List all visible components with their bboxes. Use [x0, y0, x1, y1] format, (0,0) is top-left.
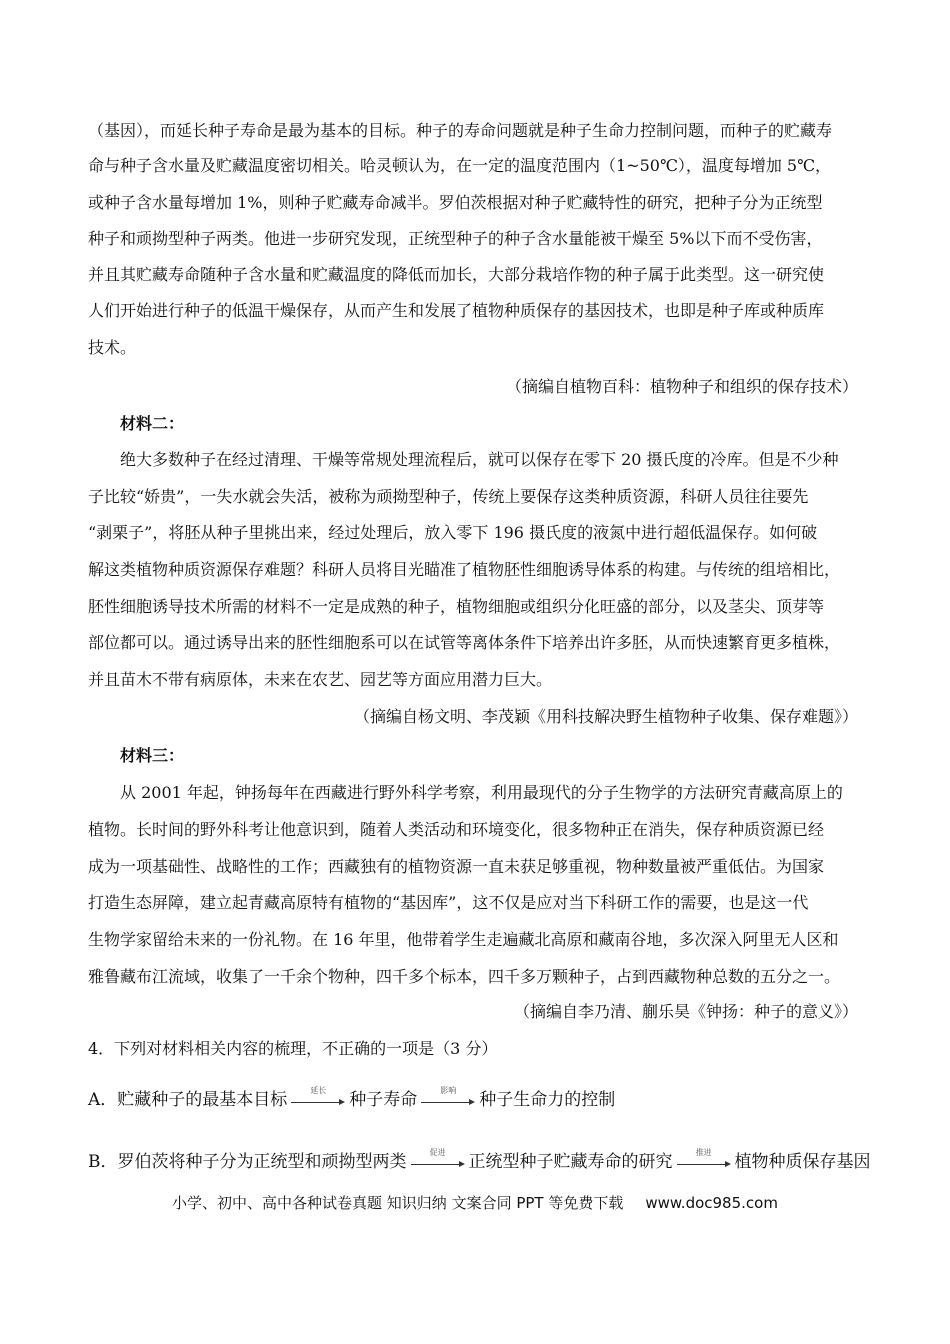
option-a: [88, 1085, 616, 1112]
option-a-arrow2-label: 影响: [440, 1085, 457, 1095]
material2-line-2: 子比较“娇贵”，一失水就会失活，被称为顽拗型种子，传统上要保存这类种质资源，科研人员往往要先: [88, 487, 809, 506]
paragraph1-line-7: 技术。: [88, 338, 137, 357]
paragraph1-source: （摘编自植物百科：植物种子和组织的保存技术）: [505, 377, 858, 396]
question-stem: 4．下列对材料相关内容的梳理，不正确的一项是（3 分）: [88, 1039, 498, 1058]
option-b-mid: 正统型种子贮藏寿命的研究: [468, 1152, 673, 1172]
arrow-right-icon: [409, 1147, 467, 1174]
material3-line-1: 从 2001 年起，钟扬每年在西藏进行野外科学考察，利用最现代的分子生物学的方法研究青藏高原上的: [120, 783, 843, 802]
material2-line-5: 胚性细胞诱导技术所需的材料不一定是成熟的种子，植物细胞或组织分化旺盛的部分，以及茎尖、顶芽等: [88, 597, 825, 616]
material2-line-6: 部位都可以。通过诱导出来的胚性细胞系可以在试管等离体条件下培养出许多胚，从而快速繁育更多植株，: [88, 633, 841, 652]
material2-line-1: 绝大多数种子在经过清理、干燥等常规处理流程后，就可以保存在零下 20 摄氏度的冷库。但是不少种: [120, 450, 839, 469]
option-a-label: A．贮藏种子的最基本目标: [88, 1090, 288, 1110]
arrow-right-icon: [289, 1085, 347, 1112]
material3-line-4: 打造生态屏障，建立起青藏高原特有植物的“基因库”，这不仅是应对当下科研工作的需要，也是这一代: [88, 893, 809, 912]
option-a-end: 种子生命力的控制: [479, 1090, 616, 1110]
material2-line-7: 并且苗木不带有病原体，未来在农艺、园艺等方面应用潜力巨大。: [88, 670, 553, 689]
option-b-end: 植物种质保存基因: [734, 1152, 871, 1172]
material2-heading: 材料二：: [120, 414, 185, 433]
page-footer: [0, 1192, 950, 1213]
option-b-arrow1-label: 促进: [429, 1147, 446, 1157]
paragraph1-line-2: 命与种子含水量及贮藏温度密切相关。哈灵顿认为，在一定的温度范围内（1~50℃），温度每增加 5℃，: [88, 156, 832, 175]
paragraph1-line-5: 并且其贮藏寿命随种子含水量和贮藏温度的降低而加长，大部分栽培作物的种子属于此类型。这一研究使: [88, 265, 825, 284]
material3-heading: 材料三：: [120, 746, 185, 765]
option-b-arrow2-label: 推进: [695, 1147, 712, 1157]
material2-line-4: 解这类植物种质资源保存难题？科研人员将目光瞄准了植物胚性细胞诱导体系的构建。与传统的组培相比，: [88, 560, 841, 579]
footer-text: 小学、初中、高中各种试卷真题 知识归纳 文案合同 PPT 等免费下载: [172, 1194, 624, 1212]
material2-line-3: “剥栗子”，将胚从种子里挑出来，经过处理后，放入零下 196 摄氏度的液氮中进行超低温保存。如何破: [88, 523, 818, 542]
material2-source: （摘编自杨文明、李茂颖《用科技解决野生植物种子收集、保存难题》）: [353, 707, 858, 726]
paragraph1-line-3: 或种子含水量每增加 1%，则种子贮藏寿命减半。罗伯茨根据对种子贮藏特性的研究，把种子分为正统型: [88, 193, 823, 212]
material3-line-5: 生物学家留给未来的一份礼物。在 16 年里，他带着学生走遍藏北高原和藏南谷地，多次深入阿里无人区和: [88, 930, 839, 949]
arrow-right-icon: [419, 1085, 477, 1112]
paragraph1-line-1: （基因），而延长种子寿命是最为基本的目标。种子的寿命问题就是种子生命力控制问题，而种子的贮藏寿: [88, 121, 833, 140]
material3-line-3: 成为一项基础性、战略性的工作；西藏独有的植物资源一直未获足够重视，物种数量被严重低估。为国家: [88, 857, 825, 876]
material3-line-6: 雅鲁藏布江流域，收集了一千余个物种，四千多个标本，四千多万颗种子，占到西藏物种总数的五分之一。: [88, 967, 841, 986]
material3-line-2: 植物。长时间的野外科考让他意识到，随着人类活动和环境变化，很多物种正在消失，保存种质资源已经: [88, 820, 825, 839]
paragraph1-line-4: 种子和顽拗型种子两类。他进一步研究发现，正统型种子的种子含水量能被干燥至 5%以下而不受伤害，: [88, 229, 823, 248]
option-a-arrow1-label: 延长: [310, 1085, 327, 1095]
paragraph1-line-6: 人们开始进行种子的低温干燥保存，从而产生和发展了植物种质保存的基因技术，也即是种子库或种质库: [88, 301, 825, 320]
option-b: [88, 1147, 871, 1174]
option-a-mid: 种子寿命: [349, 1090, 418, 1110]
option-b-label: B．罗伯茨将种子分为正统型和顽拗型两类: [88, 1152, 407, 1172]
arrow-right-icon: [675, 1147, 733, 1174]
footer-url-link[interactable]: www.doc985.com: [645, 1194, 778, 1212]
material3-source: （摘编自李乃清、蒯乐昊《钟扬：种子的意义》）: [513, 1002, 858, 1021]
